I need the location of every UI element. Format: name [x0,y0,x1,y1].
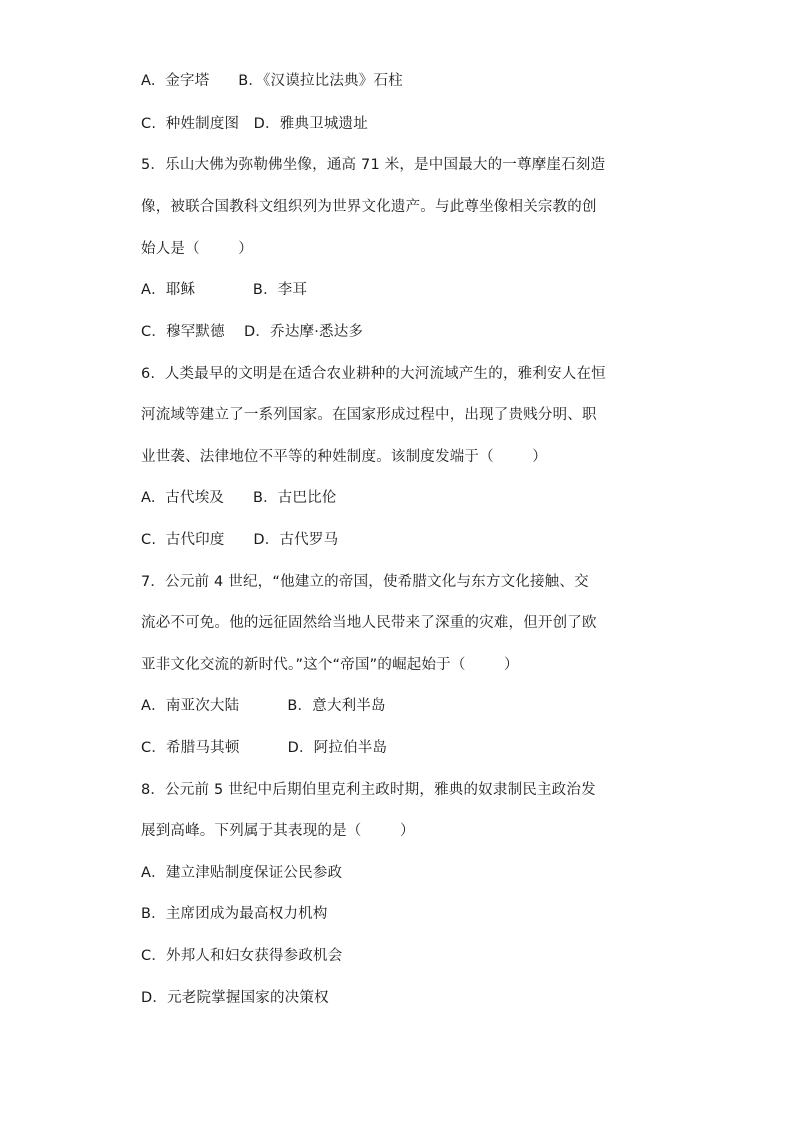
option-line-q5-ab: A．耶稣 B．李耳 [141,282,308,298]
option-q8-d: D．元老院掌握国家的决策权 [141,990,329,1006]
question-7-text-line-2: 流必不可免。他的远征固然给当地人民带来了深重的灾难，但开创了欧 [141,615,597,631]
option-line-q6-ab: A. 古代埃及 B．古巴比伦 [141,490,337,506]
question-5-text-line-1: 5．乐山大佛为弥勒佛坐像，通高 71 米，是中国最大的一尊摩崖石刻造 [141,157,606,173]
question-5-text-line-3: 始人是（ ） [141,241,253,257]
question-8-text-line-2: 展到高峰。下列属于其表现的是（ ） [141,823,415,839]
option-q8-b: B．主席团成为最高权力机构 [141,906,328,922]
option-line-q6-cd: C. 古代印度 D．古代罗马 [141,532,339,548]
option-q8-a: A．建立津贴制度保证公民参政 [141,865,343,881]
question-7-text-line-3: 亚非文化交流的新时代。”这个“帝国”的崛起始于（ ） [141,657,519,673]
question-5-text-line-2: 像，被联合国教科文组织列为世界文化遗产。与此尊坐像相关宗教的创 [141,199,597,215]
option-line-q4-cd: C. 种姓制度图 D．雅典卫城遗址 [141,116,368,132]
question-6-text-line-1: 6. 人类最早的文明是在适合农业耕种的大河流域产生的，雅利安人在恒 [141,366,606,382]
question-6-text-line-3: 业世袭、法律地位不平等的种姓制度。该制度发端于（ ） [141,449,547,465]
question-7-text-line-1: 7．公元前 4 世纪，“他建立的帝国，使希腊文化与东方文化接触、交 [141,574,589,590]
option-line-q7-cd: C．希腊马其顿 D．阿拉伯半岛 [141,740,388,756]
option-line-q5-cd: C．穆罕默德 D．乔达摩·悉达多 [141,324,364,340]
question-6-text-line-2: 河流域等建立了一系列国家。在国家形成过程中，出现了贵贱分明、职 [141,407,597,423]
option-line-q7-ab: A．南亚次大陆 B．意大利半岛 [141,698,386,714]
question-8-text-line-1: 8．公元前 5 世纪中后期伯里克利主政时期，雅典的奴隶制民主政治发 [141,782,596,798]
option-q8-c: C．外邦人和妇女获得参政机会 [141,948,343,964]
option-line-q4-ab: A. 金字塔 B．《汉谟拉比法典》石柱 [141,73,403,89]
